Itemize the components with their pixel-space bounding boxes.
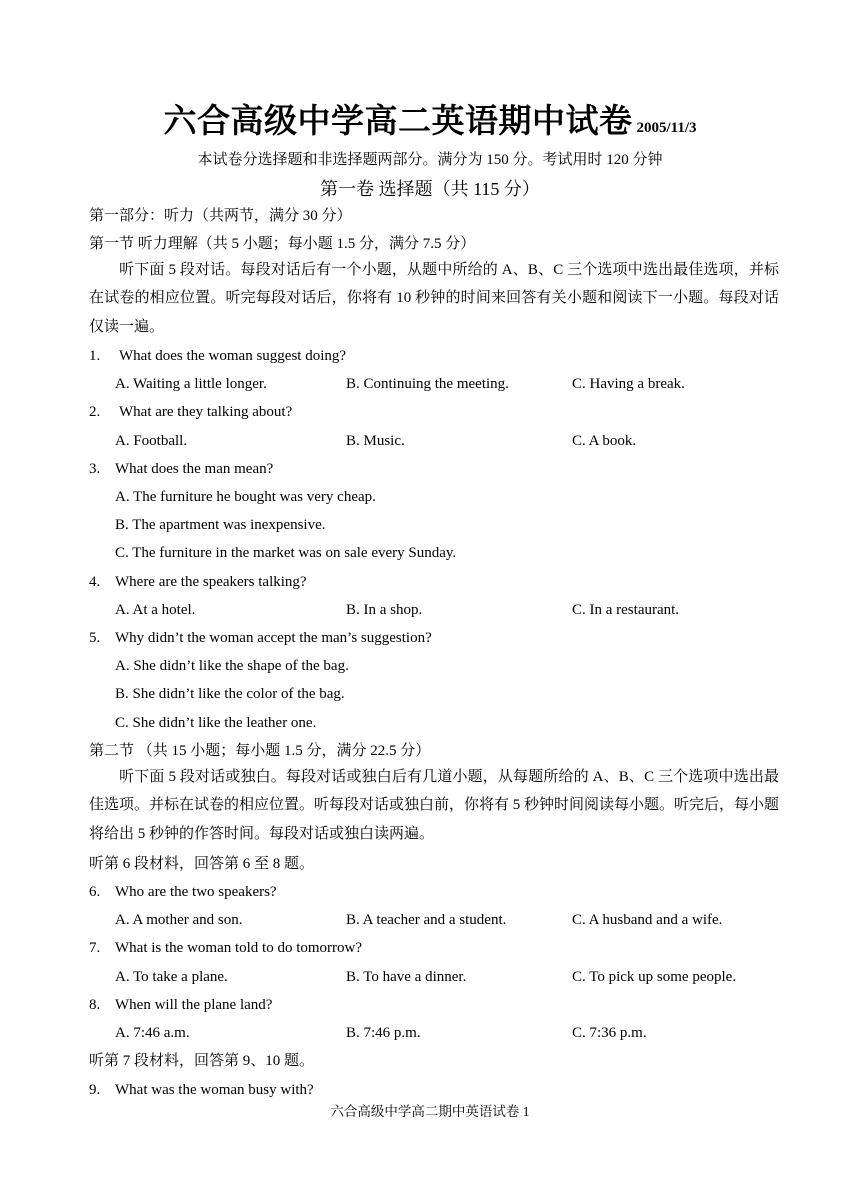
option-6b: B. A teacher and a student. [346,912,507,928]
question-text: Who are the two speakers? [115,884,277,900]
option-6a: A. A mother and son. [115,912,243,928]
option-7b: B. To have a dinner. [346,969,467,985]
section2-instructions-text: 听下面 5 段对话或独白。每段对话或独白后有几道小题，从每题所给的 A、B、C 三个选项中选出最佳选项。并标在试卷的相应位置。听每段对话或独白前，你将有 5 秒钟时间阅读每小题。听完后，每小题将给出 5 秒钟的作答时间。每段对话或独白读两遍。 [89,769,780,842]
option-8b: B. 7:46 p.m. [346,1025,421,1041]
question-2 [89,402,292,422]
option-6c: C. A husband and a wife. [572,912,723,928]
section2-instructions [89,763,779,848]
option-4b: B. In a shop. [346,602,423,618]
question-text: When will the plane land? [115,997,273,1013]
option-3b: B. The apartment was inexpensive. [115,517,326,533]
section1-instructions [89,256,779,341]
question-number: 7. [89,940,101,956]
section2-heading: 第二节 （共 15 小题；每小题 1.5 分，满分 22.5 分） [89,743,431,759]
question-number: 8. [89,997,101,1013]
question-number: 6. [89,884,101,900]
question-text: What was the woman busy with? [115,1082,314,1098]
question-text: Where are the speakers talking? [115,574,307,590]
page-footer: 六合高级中学高二期中英语试卷 1 [330,1104,530,1119]
part1-heading: 第一部分：听力（共两节，满分 30 分） [89,208,352,224]
question-5 [89,628,432,648]
question-number: 2. [89,404,101,420]
option-1a: A. Waiting a little longer. [115,376,267,392]
option-4a: A. At a hotel. [115,602,196,618]
question-7 [89,938,362,958]
option-8c: C. 7:36 p.m. [572,1025,647,1041]
exam-date: 2005/11/3 [636,120,697,136]
question-6 [89,882,277,902]
option-3a: A. The furniture he bought was very cheap. [115,489,376,505]
exam-title: 六合高级中学高二英语期中试卷 [163,101,633,140]
question-text: Why didn’t the woman accept the man’s suggestion? [115,630,432,646]
question-text: What does the man mean? [115,461,274,477]
question-number: 3. [89,461,101,477]
question-text: What are they talking about? [119,404,293,420]
question-number: 1. [89,348,101,364]
exam-title-block [0,95,860,142]
option-2a: A. Football. [115,433,188,449]
option-1c: C. Having a break. [572,376,685,392]
option-2c: C. A book. [572,433,637,449]
question-3 [89,459,273,479]
option-4c: C. In a restaurant. [572,602,680,618]
question-text: What is the woman told to do tomorrow? [115,940,363,956]
exam-subtitle: 本试卷分选择题和非选择题两部分。满分为 150 分。考试用时 120 分钟 [197,152,663,168]
material-6-instruction: 听第 6 段材料，回答第 6 至 8 题。 [89,856,315,872]
volume-title: 第一卷 选择题（共 115 分） [320,179,540,199]
section1-heading: 第一节 听力理解（共 5 小题；每小题 1.5 分，满分 7.5 分） [89,236,476,252]
question-1 [89,346,346,366]
option-5c: C. She didn’t like the leather one. [115,715,317,731]
question-number: 4. [89,574,101,590]
option-7c: C. To pick up some people. [572,969,737,985]
option-7a: A. To take a plane. [115,969,228,985]
question-number: 9. [89,1082,101,1098]
material-7-instruction: 听第 7 段材料，回答第 9、10 题。 [89,1053,315,1069]
section1-instructions-text: 听下面 5 段对话。每段对话后有一个小题，从题中所给的 A、B、C 三个选项中选出最佳选项，并标在试卷的相应位置。听完每段对话后，你将有 10 秒钟的时间来回答有关小题和阅读下一小题。每段对话仅读一遍。 [89,262,779,335]
option-8a: A. 7:46 a.m. [115,1025,190,1041]
question-9 [89,1080,314,1100]
question-number: 5. [89,630,101,646]
option-5a: A. She didn’t like the shape of the bag. [115,658,349,674]
question-text: What does the woman suggest doing? [119,348,347,364]
option-2b: B. Music. [346,433,405,449]
question-8 [89,995,272,1015]
option-5b: B. She didn’t like the color of the bag. [115,686,345,702]
option-3c: C. The furniture in the market was on sale every Sunday. [115,545,457,561]
option-1b: B. Continuing the meeting. [346,376,509,392]
question-4 [89,572,307,592]
